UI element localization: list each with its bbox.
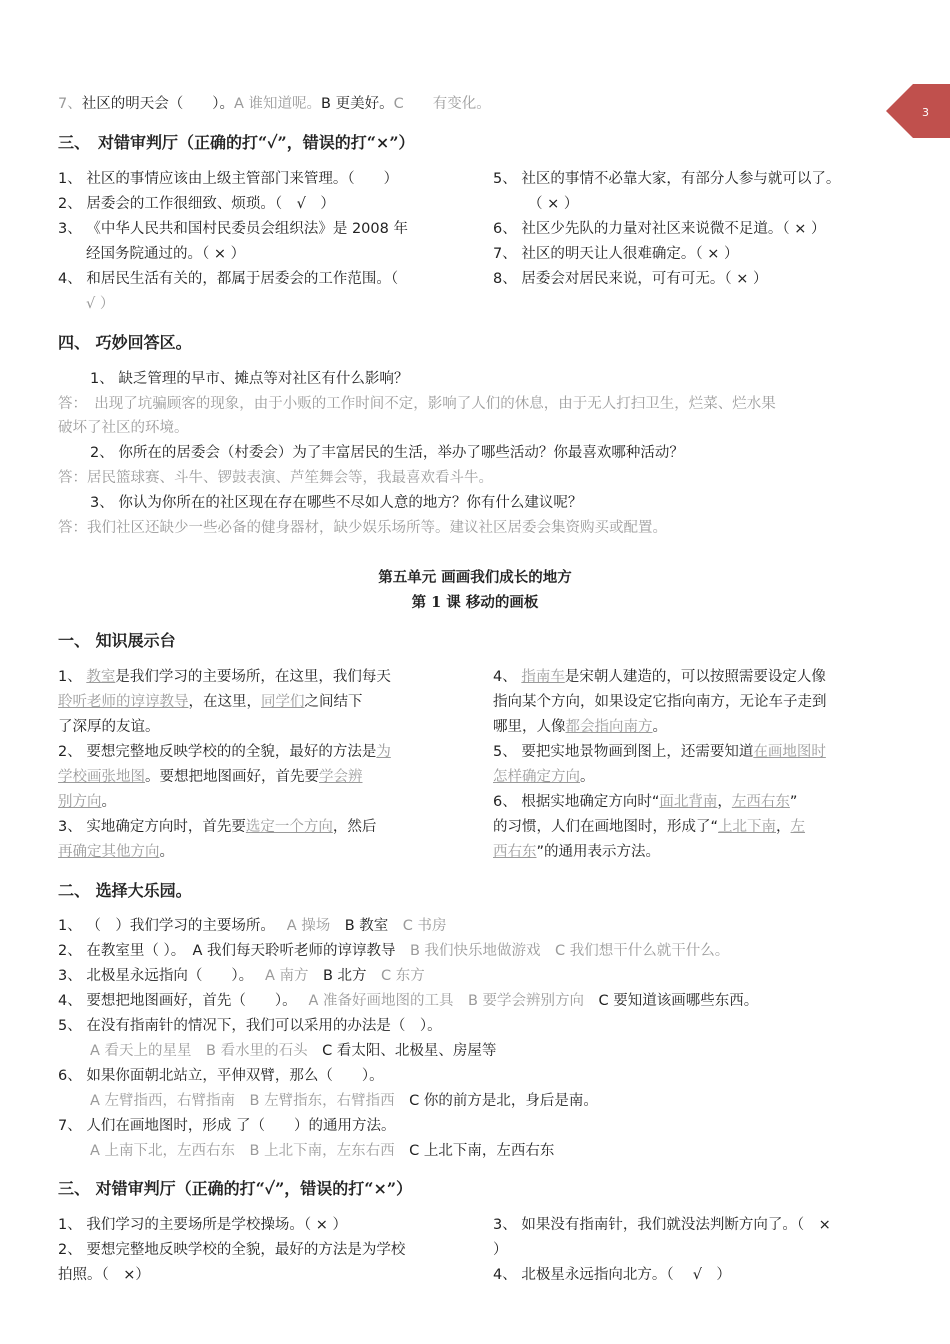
- choice-q5-options: A 看天上的星星 B 看水里的石头 C 看太阳、北极星、房屋等: [90, 1043, 497, 1059]
- tf-left-4b: √ ）: [86, 296, 115, 312]
- tf-left-3b: 经国务院通过的。（ × ）: [86, 246, 246, 262]
- tf-left-4: 4、 和居民生活有关的，都属于居委会的工作范围。（: [58, 271, 399, 287]
- k-item-6-line3: 西右东”的通用表示方法。: [493, 844, 661, 860]
- section-answer-title: 四、 巧妙回答区。: [58, 333, 192, 352]
- choice-q5: 5、 在没有指南针的情况下，我们可以采用的办法是（ ）。: [58, 1018, 442, 1034]
- choice-q6-options: A 左臂指西，右臂指南 B 左臂指东，右臂指西 C 你的前方是北，身后是南。: [90, 1093, 598, 1109]
- answer-a1b: 破坏了社区的环境。: [58, 420, 189, 436]
- choice-q2: 2、 在教室里（ ）。 A 我们每天聆听老师的谆谆教导 B 我们快乐地做游戏 C 我们想干什么就干什么。: [58, 943, 730, 959]
- section-true-false-2-title: 三、 对错审判厅（正确的打“✓”，错误的打“×”）: [58, 1179, 413, 1198]
- prev-q7: 7、社区的明天会（ ）。A 谁知道呢。B 更美好。C 有变化。: [58, 96, 491, 112]
- tf2-left-2b: 拍照。（ ×）: [58, 1267, 150, 1283]
- k-item-2-line3: 别方向。: [58, 794, 116, 810]
- tf2-left-2: 2、 要想完整地反映学校的全貌，最好的方法是为学校: [58, 1242, 406, 1258]
- k-item-4-line2: 指向某个方向，如果设定它指向南方，无论车子走到: [493, 694, 827, 710]
- choice-q6: 6、 如果你面朝北站立，平伸双臂，那么（ ）。: [58, 1068, 384, 1084]
- k-item-2-line2: 学校画张地图。要想把地图画好，首先要学会辨: [58, 769, 363, 785]
- tf-left-3: 3、 《中华人民共和国村民委员会组织法》是 2008 年: [58, 221, 408, 237]
- k-item-4-line3: 哪里，人像都会指向南方。: [493, 719, 667, 735]
- k-item-3-line2: 再确定其他方向。: [58, 844, 174, 860]
- k-item-3-line1: 3、 实地确定方向时，首先要选定一个方向，然后: [58, 819, 377, 835]
- tf2-right-3: 3、 如果没有指南针，我们就没法判断方向了。（ ×: [493, 1217, 831, 1233]
- choice-q1: 1、 （ ）我们学习的主要场所。 A 操场 B 教室 C 书房: [58, 918, 447, 934]
- k-item-2-line1: 2、 要想完整地反映学校的的全貌，最好的方法是为: [58, 744, 391, 760]
- section-knowledge-title: 一、 知识展示台: [58, 631, 176, 650]
- page-number: 3: [922, 106, 929, 119]
- tf2-right-3b: ）: [493, 1242, 508, 1258]
- answer-a1: 答： 出现了坑骗顾客的现象，由于小贩的工作时间不定，影响了人们的休息，由于无人打扫卫生，烂菜、烂水果: [58, 396, 776, 412]
- choice-q4: 4、 要想把地图画好，首先（ ）。 A 准备好画地图的工具 B 要学会辨别方向 C 要知道该画哪些东西。: [58, 993, 759, 1009]
- lesson-title: 第 1 课 移动的画板: [411, 594, 539, 611]
- choice-q7-options: A 上南下北，左西右东 B 上北下南，左东右西 C 上北下南，左西右东: [90, 1143, 555, 1159]
- k-item-6-line1: 6、 根据实地确定方向时“面北背南，左西右东”: [493, 794, 798, 810]
- tf2-right-4: 4、 北极星永远指向北方。（ √ ）: [493, 1267, 731, 1283]
- answer-a3: 答：我们社区还缺少一些必备的健身器材，缺少娱乐场所等。建议社区居委会集资购买或配置。: [58, 520, 667, 536]
- tf2-left-1: 1、 我们学习的主要场所是学校操场。（ × ）: [58, 1217, 347, 1233]
- answer-q3: 3、 你认为你所在的社区现在存在哪些不尽如人意的地方？你有什么建议呢？: [90, 495, 583, 511]
- k-item-1-line1: 1、 教室是我们学习的主要场所，在这里，我们每天: [58, 669, 391, 685]
- k-item-5-line2: 怎样确定方向。: [493, 769, 595, 785]
- tf-right-7: 7、 社区的明天让人很难确定。（ × ）: [493, 246, 739, 262]
- tf-left-1: 1、 社区的事情应该由上级主管部门来管理。（ ）: [58, 171, 399, 187]
- choice-q7: 7、 人们在画地图时，形成 了（ ）的通用方法。: [58, 1118, 396, 1134]
- unit-title: 第五单元 画画我们成长的地方: [378, 569, 572, 586]
- k-item-1-line3: 了深厚的友谊。: [58, 719, 160, 735]
- page-badge: [886, 84, 950, 138]
- k-item-6-line2: 的习惯，人们在画地图时，形成了“上北下南，左: [493, 819, 806, 835]
- tf-right-8: 8、 居委会对居民来说，可有可无。（ × ）: [493, 271, 768, 287]
- answer-q1: 1、 缺乏管理的早市、摊点等对社区有什么影响？: [90, 371, 409, 387]
- k-item-1-line2: 聆听老师的谆谆教导，在这里，同学们之间结下: [58, 694, 363, 710]
- k-item-5-line1: 5、 要把实地景物画到图上，还需要知道在画地图时: [493, 744, 826, 760]
- tf-right-5b: （ × ）: [528, 196, 579, 212]
- section-choice-title: 二、 选择大乐园。: [58, 881, 192, 900]
- tf-right-5: 5、 社区的事情不必靠大家，有部分人参与就可以了。: [493, 171, 841, 187]
- tf-right-6: 6、 社区少先队的力量对社区来说微不足道。（ × ）: [493, 221, 826, 237]
- choice-q3: 3、 北极星永远指向（ ）。 A 南方 B 北方 C 东方: [58, 968, 425, 984]
- k-item-4-line1: 4、 指南车是宋朝人建造的，可以按照需要设定人像: [493, 669, 826, 685]
- answer-a2: 答：居民篮球赛、斗牛、锣鼓表演、芦笙舞会等，我最喜欢看斗牛。: [58, 470, 493, 486]
- tf-left-2: 2、 居委会的工作很细致、烦琐。（ √ ）: [58, 196, 335, 212]
- answer-q2: 2、 你所在的居委会（村委会）为了丰富居民的生活，举办了哪些活动？你最喜欢哪种活动？: [90, 445, 684, 461]
- section-true-false-title: 三、 对错审判厅（正确的打“✓”，错误的打“×”）: [58, 133, 415, 152]
